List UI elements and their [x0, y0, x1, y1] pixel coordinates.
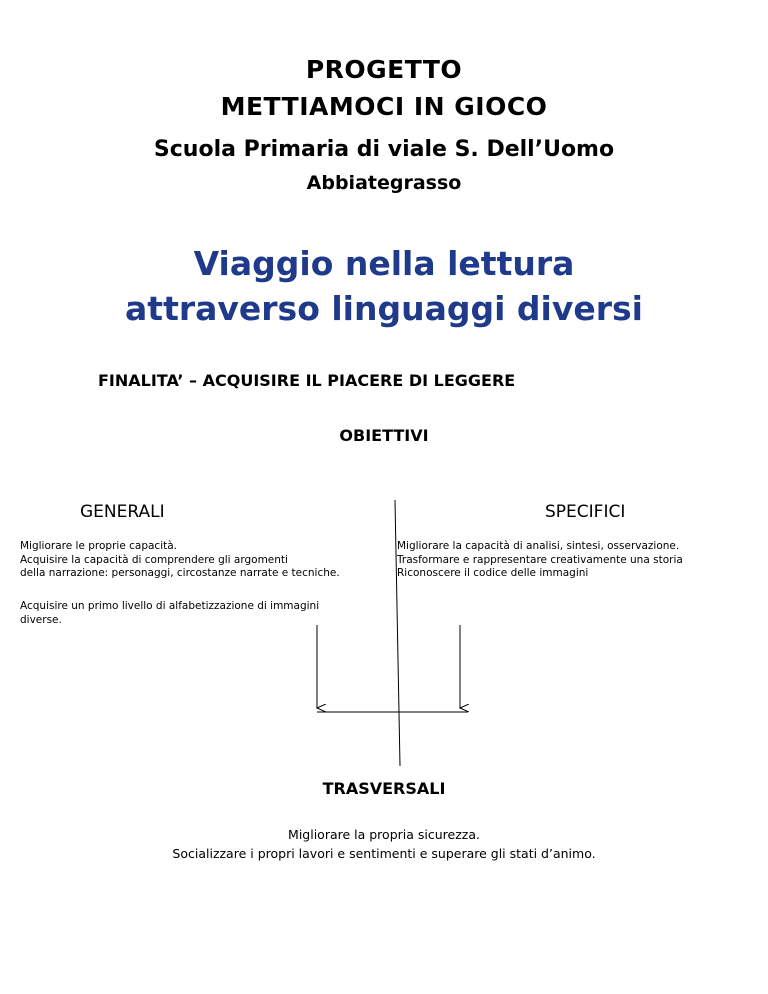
trasversali-item-1: Migliorare la propria sicurezza.	[288, 827, 480, 842]
list-item: diverse.	[20, 613, 62, 626]
trasversali-item-2: Socializzare i propri lavori e sentimenti e superare gli stati d’animo.	[172, 846, 596, 861]
title-line-2: attraverso linguaggi diversi	[125, 289, 643, 328]
vertical-divider	[395, 500, 400, 766]
list-item: Migliorare le proprie capacità.	[20, 540, 178, 552]
list-item: Trasformare e rappresentare creativamente una storia	[397, 553, 683, 566]
project-label: PROGETTO	[305, 55, 463, 84]
school-name: Scuola Primaria di viale S. Dell’Uomo	[153, 137, 615, 162]
project-name: METTIAMOCI IN GIOCO	[220, 92, 548, 121]
generali-heading: GENERALI	[80, 502, 165, 522]
list-item: Riconoscere il codice delle immagini	[397, 567, 589, 579]
list-item: Acquisire un primo livello di alfabetizzazione di immagini	[20, 600, 320, 612]
list-item: della narrazione: personaggi, circostanze narrate e tecniche.	[20, 567, 340, 579]
obiettivi-heading: OBIETTIVI	[339, 426, 429, 445]
list-item: Acquisire la capacità di comprendere gli argomenti	[20, 553, 288, 566]
title-line-1: Viaggio nella lettura	[193, 244, 575, 283]
list-item: Migliorare la capacità di analisi, sintesi, osservazione.	[397, 540, 680, 552]
finalita-heading: FINALITA’ – ACQUISIRE IL PIACERE DI LEGGERE	[98, 371, 516, 390]
town-name: Abbiategrasso	[306, 172, 462, 194]
trasversali-heading: TRASVERSALI	[322, 779, 446, 798]
specifici-heading: SPECIFICI	[545, 502, 626, 522]
